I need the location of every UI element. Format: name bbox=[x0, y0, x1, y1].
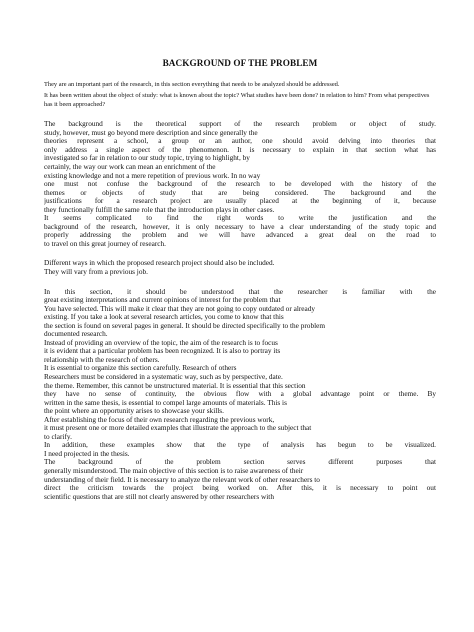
text-line: Instead of providing an overview of the topic, the aim of the research is to focus bbox=[44, 338, 278, 347]
paragraph bbox=[44, 120, 436, 248]
text-line: existing. If you take a look at several research articles, you come to know that this bbox=[44, 313, 284, 322]
text-line: After establishing the focus of their own research regarding the previous work, bbox=[44, 415, 275, 424]
text-line: You have selected. This will make it clear that they are not going to copy outdated or already bbox=[44, 304, 316, 313]
text-line: justifications for a research project are usually placed at the beginning of it, because bbox=[44, 197, 436, 206]
text-line: only address a single aspect of the phenomenon. It is necessary to explain in that section what has bbox=[44, 145, 436, 154]
text-line: it is evident that a particular problem has been recognized. It is also to portray its bbox=[44, 347, 281, 356]
text-line: The background is the theoretical support of the research problem or object of study. bbox=[44, 120, 436, 129]
text-line: It is essential to organize this section carefully. Research of others bbox=[44, 364, 237, 373]
text-line: scientific questions that are still not clearly answered by other researchers with bbox=[44, 492, 274, 501]
text-line: Different ways in which the proposed research project should also be included. bbox=[44, 259, 275, 268]
text-line: theories represent a school, a group or an author, one should avoid delving into theories that bbox=[44, 137, 436, 146]
page-title: BACKGROUND OF THE PROBLEM bbox=[162, 58, 318, 68]
text-line: study, however, must go beyond mere description and since generally the bbox=[44, 128, 258, 137]
text-line: It seems complicated to find the right words to write the justification and the bbox=[44, 214, 436, 223]
text-line: In this section, it should be understood that the researcher is familiar with the bbox=[44, 287, 436, 296]
text-line: I need projected in the thesis. bbox=[44, 449, 130, 458]
text-line: great existing interpretations and current opinions of interest for the problem that bbox=[44, 296, 281, 305]
paragraph bbox=[44, 288, 436, 502]
intro-section bbox=[44, 81, 436, 109]
text-line: understanding of their field. It is necessary to analyze the relevant work of other researchers to bbox=[44, 475, 320, 484]
text-line: to clarify. bbox=[44, 432, 72, 441]
text-line: to travel on this great journey of research. bbox=[44, 239, 166, 248]
text-line: documented research. bbox=[44, 330, 108, 339]
text-line: certainly, the way our work can mean an enrichment of the bbox=[44, 162, 216, 171]
text-line: They will vary from a previous job. bbox=[44, 267, 148, 276]
text-line: The background of the problem section serves different purposes that bbox=[44, 458, 436, 467]
text-line: it must present one or more detailed examples that illustrate the approach to the subject that bbox=[44, 424, 312, 433]
text-line: In addition, these examples show that the type of analysis has begun to be visualized. bbox=[44, 441, 436, 450]
body-text bbox=[44, 120, 436, 501]
text-line: they have no sense of continuity, the obvious flow with a global advantage point or theme. By bbox=[44, 390, 436, 399]
text-line: Researchers must be considered in a systematic way, such as by perspective, date. bbox=[44, 372, 283, 381]
text-line: background of the research, however, it is only necessary to have a clear understanding of the study topic and bbox=[44, 222, 436, 231]
text-line: written in the same thesis, is essential to compel large amounts of materials. This is bbox=[44, 398, 287, 407]
text-line: properly addressing the problem and we will have advanced a great deal on the road to bbox=[44, 231, 436, 240]
text-line: relationship with the research of others. bbox=[44, 355, 160, 364]
paragraph bbox=[44, 259, 436, 276]
text-line: the section is found on several pages in general. It should be directed specifically to the problem bbox=[44, 321, 326, 330]
text-line: themes or objects of study that are being considered. The background and the bbox=[44, 188, 436, 197]
text-line: the point where an opportunity arises to showcase your skills. bbox=[44, 407, 224, 416]
text-line: generally misunderstood. The main objective of this section is to raise awareness of their bbox=[44, 467, 304, 475]
text-line: investigated so far in relation to our study topic, trying to highlight, by bbox=[44, 154, 250, 163]
text-line: they functionally fulfill the same role that the introduction plays in other cases. bbox=[44, 205, 275, 214]
text-line: the theme. Remember, this cannot be unstructured material. It is essential that this section bbox=[44, 381, 306, 390]
intro-paragraph: It has been written about the object of study: what is known about the topic? What studies have been done? in relation to him? From what perspectives has it been approached? bbox=[44, 92, 430, 108]
text-line: direct the criticism towards the project being worked on. After this, it is necessary to point out bbox=[44, 484, 436, 493]
intro-paragraph: They are an important part of the research, in this section everything that needs to be analyzed should be addressed. bbox=[44, 81, 340, 88]
text-line: one must not confuse the background of the research to be developed with the history of the bbox=[44, 180, 436, 189]
text-line: existing knowledge and not a mere repetition of previous work. In no way bbox=[44, 171, 261, 180]
